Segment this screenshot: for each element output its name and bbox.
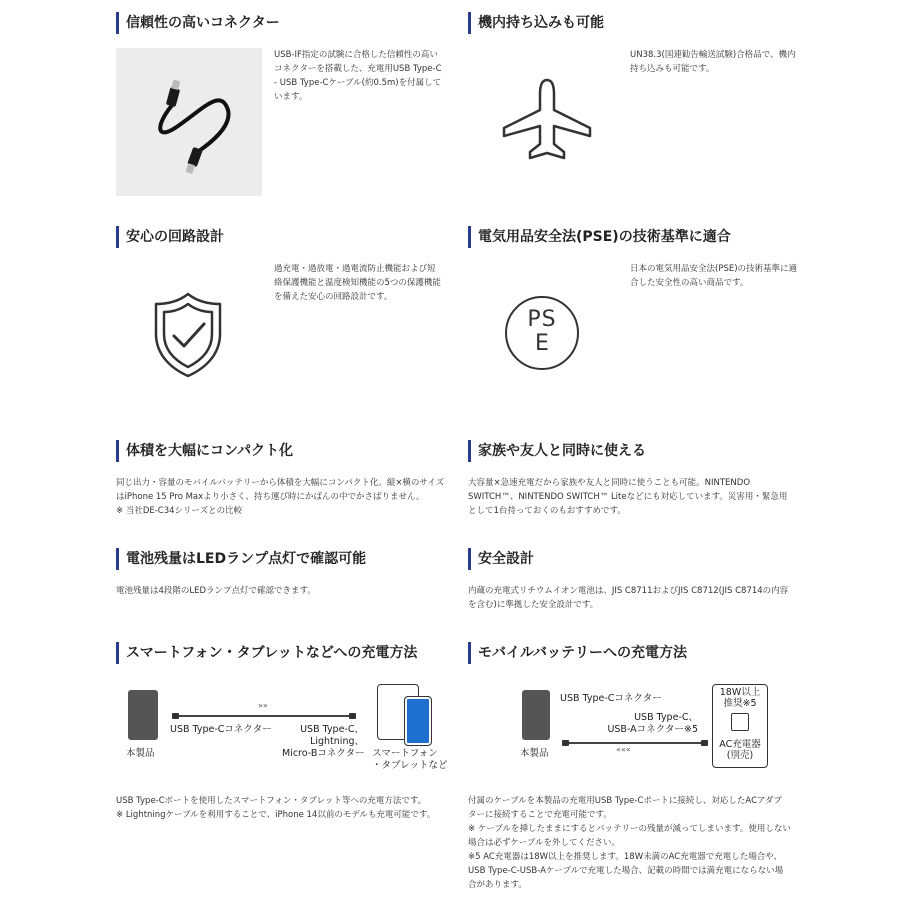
heading-airplane: 機内持ち込みも可能 [468,12,604,34]
text-led: 電池残量は4段階のLEDランプ点灯で確認できます。 [116,586,316,596]
airplane-icon [498,76,596,166]
cable-line [179,715,349,717]
heading-compact: 体積を大幅にコンパクト化 [116,440,293,462]
text-charge-battery: 付属のケーブルを本製品の充電用USB Type-Cポートに接続し、対応したACアダプ ターに接続することで充電可能です。 ※ ケーブルを挿したままにするとバッテリーの残量が減ってしまいます。使用しない 場合は必ずケーブルを外してください。 ※5 AC充電器は18W以上を推奨します。18W未満のAC充電器で充電した場合や、 USB Type-C-USB-Aケーブルで充電した場合、記載の時間では満充電にならない場 合があります。 [468,796,791,890]
heading-led: 電池残量はLEDランプ点灯で確認可能 [116,548,366,570]
pse-mark-top: PS [527,307,557,332]
shield-check-icon [152,290,224,380]
cable-plug-right [349,713,356,719]
cable-line [569,742,701,744]
product-label: 本製品 [126,748,155,759]
pse-mark-icon [505,296,579,370]
heading-family: 家族や友人と同時に使える [468,440,646,462]
smartphone-icon [404,696,432,746]
direction-arrow: ««« [616,745,631,754]
text-charge-phone: USB Type-Cポートを使用したスマートフォン・タブレット等への充電方法です。 ※ Lightningケーブルを利用することで、iPhone 14以前のモデルも充電可能です。 [116,796,436,820]
connector-label: USB Type-Cコネクター [560,693,662,704]
adapter-label: AC充電器 (別売) [719,739,761,761]
product-device [522,690,550,740]
ac-adapter-icon [731,713,749,731]
usb-cable-icon [116,48,262,196]
heading-charge-phone: スマートフォン・タブレットなどへの充電方法 [116,642,417,664]
cable-plug-left [562,740,569,746]
target-connector-label: USB Type-C、 USB-Aコネクター※5 [607,712,698,735]
text-pse: 日本の電気用品安全法(PSE)の技術基準に適 合した安全性の高い商品です。 [630,264,798,288]
recommend-label: 18W以上 推奨※5 [719,687,761,709]
pse-mark-bottom: E [535,331,549,356]
heading-circuit: 安心の回路設計 [116,226,224,248]
heading-connector: 信頼性の高いコネクター [116,12,280,34]
direction-arrow: »» [258,701,268,710]
heading-pse: 電気用品安全法(PSE)の技術基準に適合 [468,226,731,248]
text-airplane: UN38.3(国連勧告輸送試験)合格品で、機内 持ち込みも可能です。 [630,50,796,74]
cable-plug-right [701,740,708,746]
target-connector-label: USB Type-C、 Lightning、 Micro-Bコネクター [282,724,365,759]
connector-label: USB Type-Cコネクター [170,724,272,735]
cable-plug-left [172,713,179,719]
product-device [128,690,158,740]
usb-cable-photo [116,48,262,196]
text-circuit: 過充電・過放電・過電流防止機能および短 絡保護機能と温度検知機能の5つの保護機能 を備えた安心の回路設計です。 [274,264,441,302]
product-label: 本製品 [520,748,549,759]
text-connector: USB-IF指定の試験に合格した信頼性の高い コネクターを搭載した、充電用USB Type-C - USB Type-Cケーブル(約0.5m)を付属して います。 [274,50,442,102]
device-label: スマートフォン ・タブレットなど [372,748,448,771]
text-safety: 内蔵の充電式リチウムイオン電池は、JIS C8711およびJIS C8712(JIS C8714の内容 を含む)に準拠した安全設計です。 [468,586,789,610]
heading-charge-battery: モバイルバッテリーへの充電方法 [468,642,687,664]
text-family: 大容量×急速充電だから家族や友人と同時に使うことも可能。NINTENDO SWITCH™、NINTENDO SWITCH™ Liteなどにも対応しています。災害用・緊急用 として1台持っておくのもおすすめです。 [468,478,788,516]
ac-adapter-box [712,684,768,768]
heading-safety: 安全設計 [468,548,534,570]
text-compact: 同じ出力・容量のモバイルバッテリーから体積を大幅にコンパクト化。縦×横のサイズ はiPhone 15 Pro Maxより小さく、持ち運び時にかばんの中でかさばりません。 ※ 当社DE-C34シリーズとの比較 [116,478,445,516]
